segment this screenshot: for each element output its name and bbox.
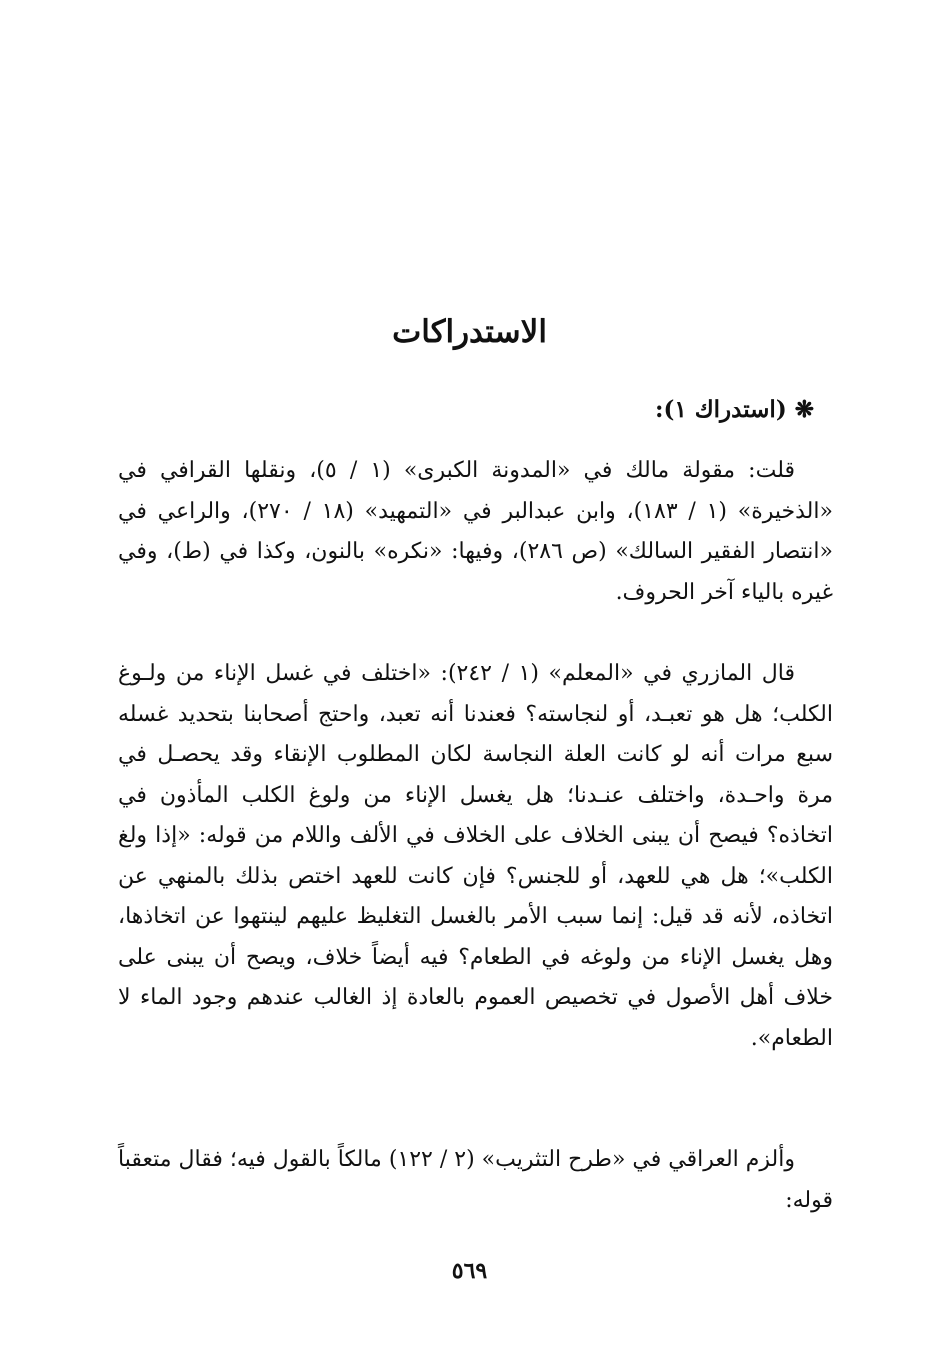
page-number: ٥٦٩ — [451, 1258, 488, 1284]
section-heading: ❋ (استدراك ١): — [654, 396, 814, 423]
paragraph-2: قال المازري في «المعلم» (١ / ٢٤٢): «اختلف في غسل الإناء من ولـوغ الكلب؛ هل هو تعبـد، أو لنجاسته؟ فعندنا أنه تعبد، واحتج أصحابنا بتحديد غسله سبع مرات أنه لو كانت العلة النجاسة لكان المطلوب الإنقاء وقد يحصـل في مرة واحـدة، واختلف عنـدنا؛ هل يغسل الإناء من ولوغ الكلب المأذون في اتخاذه؟ فيصح أن يبنى الخلاف على الخلاف في الألف واللام من قوله: «إذا ولغ الكلب»؛ هل هي للعهد، أو للجنس؟ فإن كانت للعهد اختص بذلك بالمنهي عن اتخاذه، لأنه قد قيل: إنما سبب الأمر بالغسل التغليظ عليهم لينتهوا عن اتخاذها، وهل يغسل الإناء من ولوغه في الطعام؟ فيه أيضاً خلاف، ويصح أن يبنى على خلاف أهل الأصول في تخصيص العموم بالعادة إذ الغالب عندهم وجود الماء لا الطعام». — [118, 661, 833, 1051]
paragraph-1: قلت: مقولة مالك في «المدونة الكبرى» (١ / ٥)، ونقلها القرافي في «الذخيرة» (١ / ١٨٣)، وابن عبدالبر في «التمهيد» (١٨ / ٢٧٠)، والراعي في «انتصار الفقير السالك» (ص ٢٨٦)، وفيها: «نكره» بالنون، وكذا في (ط)، وفي غيره بالياء آخر الحروف. — [118, 458, 833, 605]
page-title: الاستدراكات — [392, 314, 547, 350]
paragraph-3: وألزم العراقي في «طرح التثريب» (٢ / ١٢٢) مالكاً بالقول فيه؛ فقال متعقباً قوله: — [118, 1147, 833, 1213]
